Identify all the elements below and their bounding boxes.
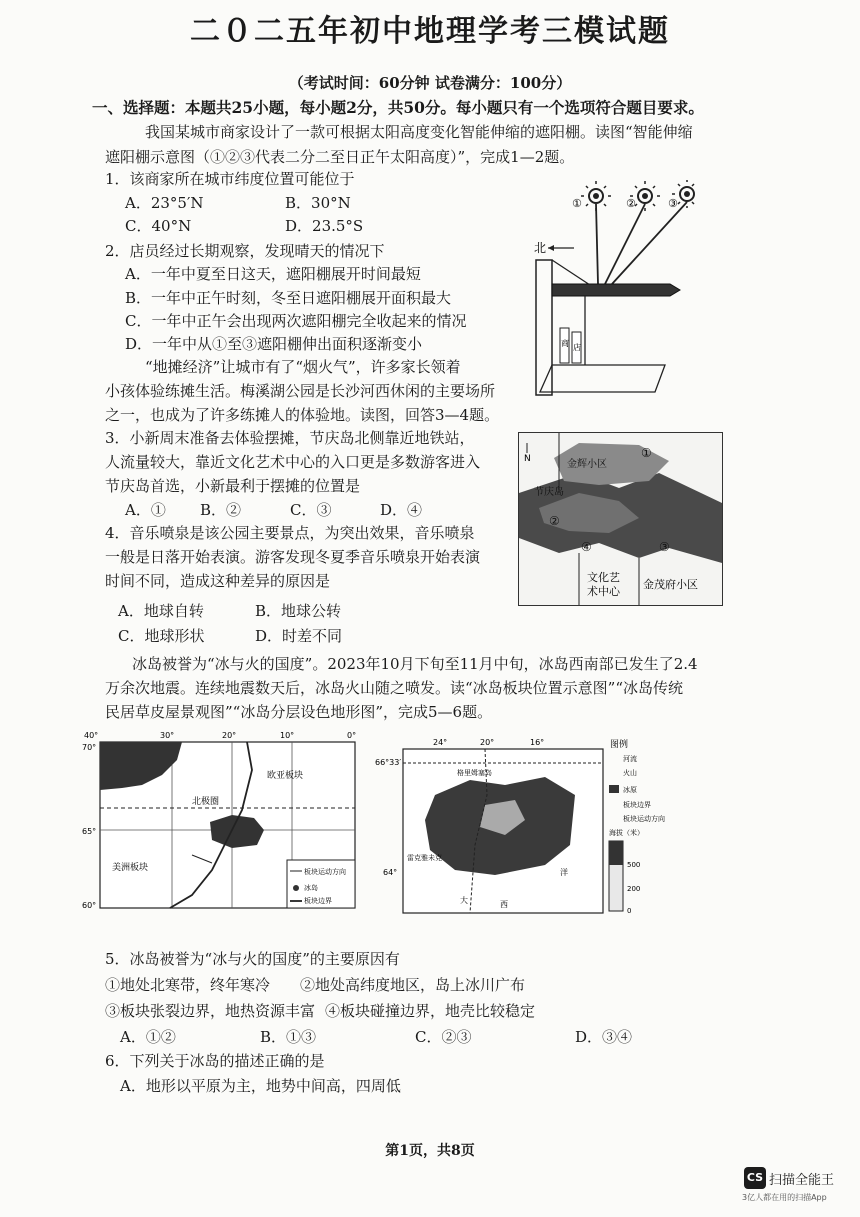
q1-stem: 1．该商家所在城市纬度位置可能位于 bbox=[105, 170, 355, 188]
q2-option-c[interactable]: C．一年中正午会出现两次遮阳棚完全收起来的情况 bbox=[125, 312, 467, 330]
sun-marker-2: ② bbox=[626, 197, 636, 210]
exam-subtitle: （考试时间：60分钟 试卷满分：100分） bbox=[288, 74, 572, 92]
lat-label: 60° bbox=[82, 901, 97, 910]
q5-option-c[interactable]: C．②③ bbox=[415, 1028, 472, 1046]
north-label: N bbox=[524, 454, 531, 464]
legend-iceland-icon bbox=[293, 885, 299, 891]
q4-option-c[interactable]: C．地球形状 bbox=[118, 627, 205, 645]
intro-5-6-line-1: 冰岛被誉为“冰与火的国度”。2023年10月下旬至11月中旬，冰岛西南部已发生了2.4 bbox=[132, 655, 698, 673]
lat-label: 70° bbox=[82, 743, 97, 752]
intro-3-4-line-3: 之一，也成为了许多练摊人的体验地。读图，回答3—4题。 bbox=[105, 406, 500, 424]
legend-item: 冰原 bbox=[623, 786, 637, 794]
sun-marker-1: ① bbox=[572, 197, 582, 210]
q1-option-b[interactable]: B．30°N bbox=[285, 194, 351, 212]
q5-statement-3: ③板块张裂边界，地热资源丰富 bbox=[105, 1002, 316, 1020]
place-label: 雷克雅未克 bbox=[407, 854, 442, 862]
legend-title: 图例 bbox=[610, 740, 629, 750]
sun-marker-3: ③ bbox=[668, 197, 678, 210]
q4-option-b[interactable]: B．地球公转 bbox=[255, 602, 342, 620]
sea-label-1: 大 bbox=[460, 896, 468, 905]
q4-option-d[interactable]: D．时差不同 bbox=[255, 627, 343, 645]
intro-3-4-line-1: “地摊经济”让城市有了“烟火气”，许多家长领着 bbox=[145, 358, 461, 376]
lon-label: 20° bbox=[222, 731, 237, 740]
scanner-tagline: 3亿人都在用的扫描App bbox=[742, 1193, 827, 1202]
legend-ice-icon bbox=[609, 785, 619, 793]
q4-option-a[interactable]: A．地球自转 bbox=[118, 602, 204, 620]
intro-5-6-line-3: 民居草皮屋景观图”“冰岛分层设色地形图”，完成5—6题。 bbox=[105, 703, 493, 721]
q3-option-c[interactable]: C．③ bbox=[290, 501, 332, 519]
q5-stem: 5．冰岛被誉为“冰与火的国度”的主要原因有 bbox=[105, 950, 400, 968]
building-wall bbox=[536, 260, 552, 395]
awning-shape bbox=[552, 284, 680, 296]
q3-option-b[interactable]: B．② bbox=[200, 501, 242, 519]
sun-ray bbox=[596, 204, 598, 284]
intro-5-6-line-2: 万余次地震。连续地震数天后，冰岛火山随之喷发。读“冰岛板块位置示意图”“冰岛传统 bbox=[105, 679, 684, 697]
iceland-plate-map bbox=[82, 730, 362, 910]
q3-stem-line-3: 节庆岛首选，小新最利于摆摊的位置是 bbox=[105, 477, 361, 495]
q2-option-d[interactable]: D．一年中从①至③遮阳棚伸出面积逐渐变小 bbox=[125, 335, 423, 353]
map-marker-1: ① bbox=[641, 446, 652, 460]
lon-label: 0° bbox=[347, 731, 357, 740]
q1-option-d[interactable]: D．23.5°S bbox=[285, 217, 364, 235]
lat-label: 64° bbox=[383, 868, 398, 877]
q1-option-a[interactable]: A．23°5′N bbox=[125, 194, 204, 212]
scanner-logo-icon: CS bbox=[744, 1167, 766, 1189]
q3-stem-line-1: 3．小新周末准备去体验摆摊，节庆岛北侧靠近地铁站， bbox=[105, 429, 475, 447]
q4-stem-line-1: 4．音乐喷泉是该公园主要景点，为突出效果，音乐喷泉 bbox=[105, 524, 475, 542]
q5-statement-2: ②地处高纬度地区，岛上冰川广布 bbox=[300, 976, 526, 994]
intro-3-4-line-2: 小孩体验练摊生活。梅溪湖公园是长沙河西休闲的主要场所 bbox=[105, 382, 496, 400]
exam-title: 二０二五年初中地理学考三模试题 bbox=[190, 14, 670, 49]
q3-stem-line-2: 人流量较大，靠近文化艺术中心的入口更是多数游客进入 bbox=[105, 453, 481, 471]
q2-option-a[interactable]: A．一年中夏至日这天，遮阳棚展开时间最短 bbox=[125, 265, 421, 283]
sun-ray bbox=[605, 204, 645, 284]
legend-item: 冰岛 bbox=[304, 884, 318, 892]
q5-statement-4: ④板块碰撞边界，地壳比较稳定 bbox=[325, 1002, 536, 1020]
arctic-circle-label: 北极圈 bbox=[192, 797, 220, 807]
elev-tick: 0 bbox=[627, 907, 632, 915]
lon-label: 16° bbox=[530, 738, 545, 747]
page-footer: 第1页，共8页 bbox=[385, 1143, 475, 1159]
elev-tick: 500 bbox=[627, 861, 641, 869]
lon-label: 40° bbox=[84, 731, 99, 740]
american-plate-label: 美洲板块 bbox=[112, 863, 149, 873]
place-label: 格里姆塞岛 bbox=[457, 769, 492, 777]
legend-item: 板块边界 bbox=[623, 801, 651, 809]
scanner-app-name: 扫描全能王 bbox=[769, 1173, 835, 1188]
shop-sign-label-1: 商 bbox=[561, 339, 569, 348]
area-label-3-line-2: 术中心 bbox=[587, 585, 620, 598]
sun-ray bbox=[612, 202, 687, 284]
q5-option-d[interactable]: D．③④ bbox=[575, 1028, 633, 1046]
q3-option-a[interactable]: A．① bbox=[125, 501, 166, 519]
north-arrowhead-icon bbox=[548, 245, 554, 251]
q6-option-a[interactable]: A．地形以平原为主，地势中间高，四周低 bbox=[120, 1077, 401, 1095]
legend-item: 海拔（米） bbox=[609, 829, 644, 837]
elev-tick: 200 bbox=[627, 885, 641, 893]
area-label-1: 金辉小区 bbox=[567, 459, 607, 470]
intro-1-2-line-2: 遮阳棚示意图（①②③代表二分二至日正午太阳高度）”，完成1—2题。 bbox=[105, 148, 575, 166]
q2-option-b[interactable]: B．一年中正午时刻，冬至日遮阳棚展开面积最大 bbox=[125, 289, 452, 307]
area-label-3-line-1: 文化艺 bbox=[587, 571, 620, 584]
q4-stem-line-2: 一般是日落开始表演。游客发现冬夏季音乐喷泉开始表演 bbox=[105, 548, 481, 566]
building-roof-line bbox=[552, 260, 590, 285]
legend-item: 板块边界 bbox=[304, 897, 332, 905]
eurasian-plate-label: 欧亚板块 bbox=[267, 771, 304, 781]
lon-label: 30° bbox=[160, 731, 175, 740]
north-label: 北 bbox=[534, 241, 547, 255]
legend-item: 板块运动方向 bbox=[623, 815, 665, 823]
lon-label: 24° bbox=[433, 738, 448, 747]
legend-item: 河流 bbox=[623, 755, 637, 763]
area-label-4: 金茂府小区 bbox=[643, 578, 698, 591]
intro-1-2-line-1: 我国某城市商家设计了一款可根据太阳高度变化智能伸缩的遮阳棚。读图“智能伸缩 bbox=[145, 123, 693, 141]
sea-label-3: 洋 bbox=[560, 868, 568, 877]
q5-option-a[interactable]: A．①② bbox=[120, 1028, 176, 1046]
area-label-2: 节庆岛 bbox=[534, 487, 564, 498]
section-heading: 一、选择题：本题共25小题，每小题2分，共50分。每小题只有一个选项符合题目要求。 bbox=[92, 98, 704, 117]
lon-label: 20° bbox=[480, 738, 495, 747]
q5-statement-1: ①地处北寒带，终年寒冷 bbox=[105, 976, 271, 994]
lat-label: 65° bbox=[82, 827, 97, 836]
park-map bbox=[518, 432, 723, 606]
q3-option-d[interactable]: D．④ bbox=[380, 501, 423, 519]
q6-stem: 6．下列关于冰岛的描述正确的是 bbox=[105, 1052, 325, 1070]
lon-label: 10° bbox=[280, 731, 295, 740]
sea-label-2: 西 bbox=[500, 900, 508, 909]
awning-figure bbox=[520, 180, 700, 395]
q4-stem-line-3: 时间不同，造成这种差异的原因是 bbox=[105, 572, 331, 590]
map-marker-3: ③ bbox=[659, 540, 670, 554]
map-marker-2: ② bbox=[549, 514, 560, 528]
q2-stem: 2．店员经过长期观察，发现晴天的情况下 bbox=[105, 242, 385, 260]
shop-sign-label-2: 店 bbox=[573, 343, 581, 352]
map-marker-4: ④ bbox=[581, 540, 592, 554]
legend-item: 火山 bbox=[623, 769, 637, 777]
q5-option-b[interactable]: B．①③ bbox=[260, 1028, 317, 1046]
elevation-high bbox=[609, 841, 623, 865]
ground-floor bbox=[540, 365, 665, 392]
iceland-relief-map bbox=[375, 735, 665, 915]
q1-option-c[interactable]: C．40°N bbox=[125, 217, 192, 235]
lat-label: 66°33′ bbox=[375, 758, 402, 767]
legend-item: 板块运动方向 bbox=[304, 868, 346, 876]
